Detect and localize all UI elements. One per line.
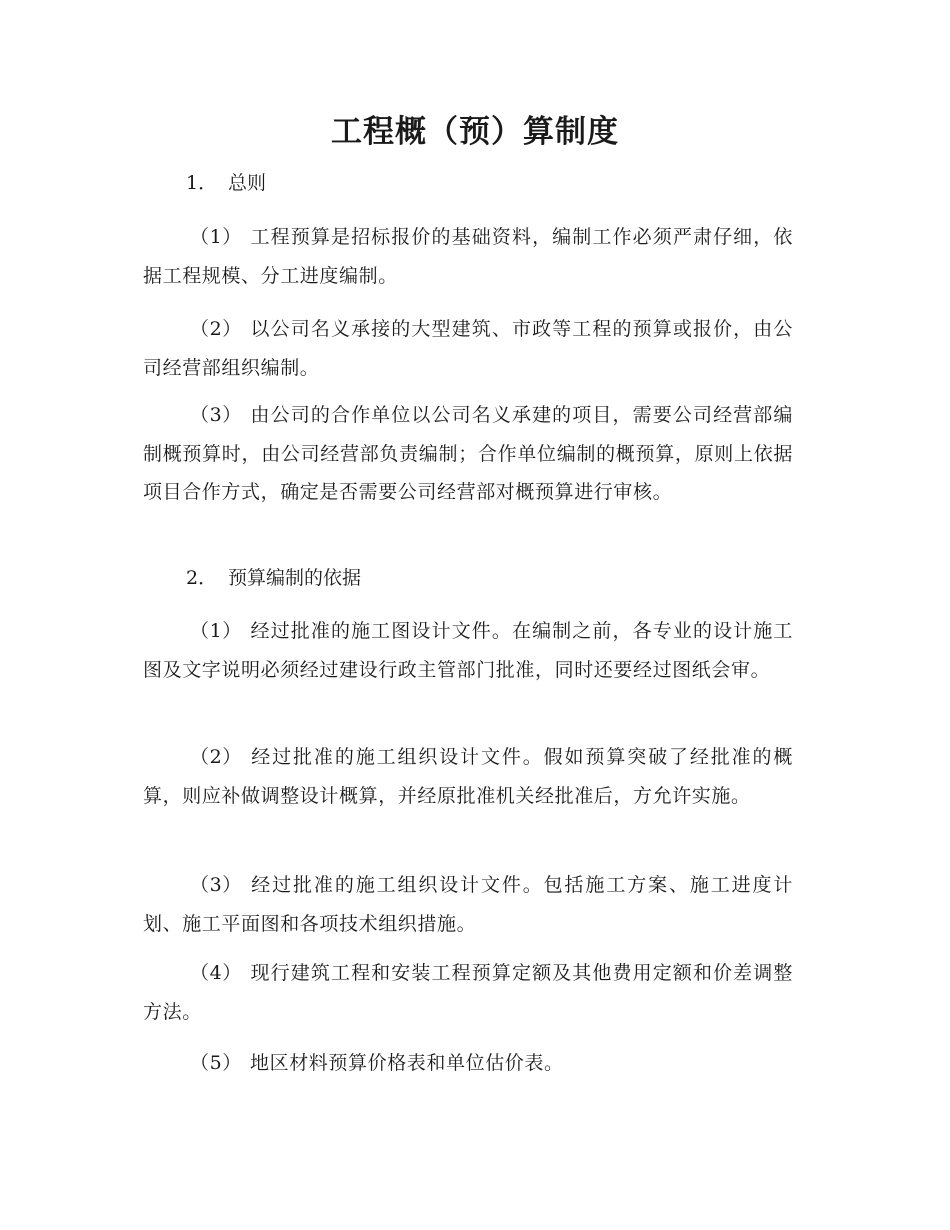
paragraph-1-2 xyxy=(143,310,793,387)
paragraph-1-3 xyxy=(143,396,793,512)
item-text: 经过批准的施工组织设计文件。包括施工方案、施工进度计划、施工平面图和各项技术组织措施。 xyxy=(143,874,793,935)
item-number: （2） xyxy=(190,746,242,768)
document-title: 工程概（预）算制度 xyxy=(331,114,619,150)
item-text: 工程预算是招标报价的基础资料，编制工作必须严肃仔细，依据工程规模、分工进度编制。 xyxy=(143,226,793,287)
paragraph-2-3 xyxy=(143,866,793,943)
item-number: （4） xyxy=(190,962,242,984)
section-title: 总则 xyxy=(228,172,267,194)
item-number: （1） xyxy=(190,226,242,248)
paragraph-1-1 xyxy=(143,218,793,295)
item-number: （5） xyxy=(190,1052,242,1074)
paragraph-2-5 xyxy=(143,1044,793,1083)
item-number: （3） xyxy=(190,404,242,426)
item-number: （1） xyxy=(190,620,242,642)
item-text: 以公司名义承接的大型建筑、市政等工程的预算或报价，由公司经营部组织编制。 xyxy=(143,318,793,379)
section-number: 2． xyxy=(186,567,218,589)
section-heading-2 xyxy=(186,563,361,593)
item-number: （2） xyxy=(190,318,242,340)
item-text: 经过批准的施工组织设计文件。假如预算突破了经批准的概算，则应补做调整设计概算，并经原批准机关经批准后，方允许实施。 xyxy=(143,746,793,807)
section-heading-1 xyxy=(186,168,266,198)
item-text: 经过批准的施工图设计文件。在编制之前，各专业的设计施工图及文字说明必须经过建设行政主管部门批准，同时还要经过图纸会审。 xyxy=(143,620,793,681)
item-number: （3） xyxy=(190,874,242,896)
paragraph-2-2 xyxy=(143,738,793,815)
item-text: 由公司的合作单位以公司名义承建的项目，需要公司经营部编制概预算时，由公司经营部负责编制；合作单位编制的概预算，原则上依据项目合作方式，确定是否需要公司经营部对概预算进行审核。 xyxy=(143,404,793,503)
item-text: 现行建筑工程和安装工程预算定额及其他费用定额和价差调整方法。 xyxy=(143,962,793,1023)
paragraph-2-1 xyxy=(143,612,793,689)
section-title: 预算编制的依据 xyxy=(228,567,362,589)
section-number: 1． xyxy=(186,172,218,194)
paragraph-2-4 xyxy=(143,954,793,1031)
item-text: 地区材料预算价格表和单位估价表。 xyxy=(250,1052,564,1074)
